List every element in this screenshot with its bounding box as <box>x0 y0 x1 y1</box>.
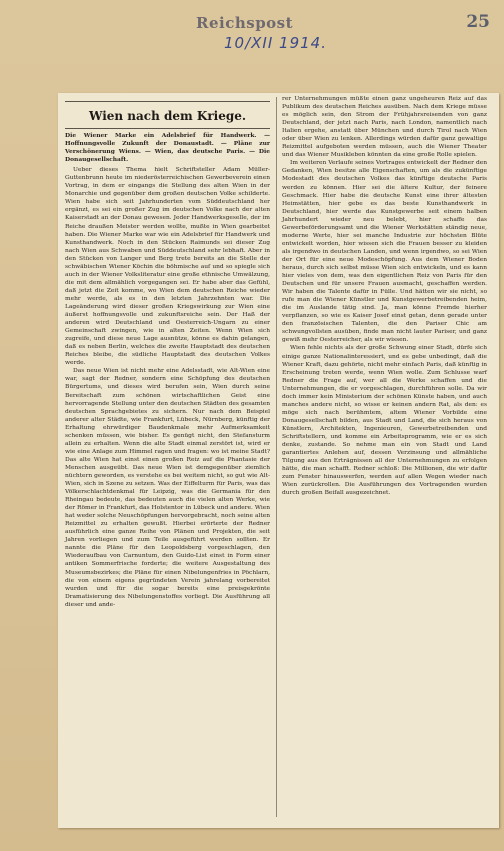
article-column-right <box>282 95 487 497</box>
article-paragraph: Im weiteren Verlaufe seines Vortrages entwickelt der Redner den Gedanken, Wien besitze alle Eigenschaften, um als die zukünftige Modestadt des deutschen Volkes das künftige deutsche Paris werden zu können. Hier sei die ältere Kultur, der feinere Geschmack. Hier habe die deutsche Kunst eine ihrer ältesten Heimstätten, hier gebe es das beste Kunsthandwerk in Deutschland, hier werde das Kunstgewerbe seit einem halben Jahrhundert wieder neu belebt, hier schaffe das Gewerbeförderungsamt und die Wiener Werkstätten ständig neue, moderne Werte, hier sei manche Industrie zur höchsten Blüte entwickelt worden, hier wissen sich die Frauen besser zu kleiden als irgendwo in deutschen Landen, und wenn irgendwo, so sei Wien der Ort für eine neue Modeschöpfung. Aus dem Wiener Boden heraus, durch sich selbst müsse Wien sich entwickeln, und es kann hier vieles von dem, was den eigentlichen Reiz von Paris für den Deutschen und für unsere Frauen ausmacht, geschaffen werden. Wir haben die Talente dafür in Fülle. Und hätten wir sie nicht, so rufe man die Wiener Künstler und Kunstgewerbetreibenden heim, die im Auslande tätig sind. Ja, man könne Fremde hierher verpflanzen, so wie es Kaiser Josef einst getan, denn gerade unter den französischen Talenten, die den Pariser Chic am schwungvollsten ausüben, finde man nicht lauter Pariser, und ganz gewiß mehr Oesterreicher, als wir wissen. <box>282 160 487 344</box>
headline-rule <box>65 128 270 129</box>
newspaper-name-stamp: Reichspost <box>196 14 294 32</box>
handwritten-date: 10/XII 1914. <box>224 34 327 52</box>
article-paragraph: Das neue Wien ist nicht mehr eine Adelsstadt, wie Alt-Wien eine war, sagt der Redner, sondern eine Schöpfung des deutschen Bürgertums, und dieses wird berufen sein, Wien durch seine Bereitschaft zum schönen wirtschaftlichen Geist eine hervorragende Stellung unter den deutschen Städten des gesamten deutschen Sprachgebietes zu sichern. Nur nach dem Beispiel anderer alter Städte, wie Frankfurt, Lübeck, Nürnberg, künftig der Erhaltung ehrwürdiger Baudenkmale mehr Aufmerksamkeit schenken müssen, wie bisher. Es genügt nicht, den Stefansturm allein zu erhalten. Wenn die alte Stadt einmal zerstört ist, wird er wie eine Anlage zum Himmel ragen und fragen: wo ist meine Stadt? Das alte Wien hat einst einen großen Reiz auf die Phantasie der Menschen ausgeübt. Das neue Wien ist demgegenüber ziemlich nüchtern geworden, es verstehe es bei weitem nicht, so gut wie Alt-Wien, sich in Szene zu setzen. Was der Eiffelturm für Paris, was das Völkerschlachtdenkmal für Leipzig, was die Germania für den Rheingau bedeute, das bedeuten auch die vielen alten Werke, wie der Römer in Frankfurt, das Holstentor in Lübeck und andere. Wien hat weder solche Neuschöpfungen hervorgebracht, noch seine alten Reizmittel zu erhalten gewußt. Hierbei erörterte der Redner ausführlich eine ganze Reihe von Plänen und Projekten, die seit Jahren vorliegen und zum Teile ausgeführt werden sollten. Er nannte die Pläne für den Leopoldsberg vorgeschlagen, den Wiederaufbau von Carnuntum, den Guido-List einst in Form einer antiken Sommerfrische forderte; die weitere Ausgestaltung des Museumsbezirkes; die Pläne für einen Nibelungenfries in Pöchlarn, die von einem eigens gegründeten Verein jahrelang vorbereitet wurden und für die sogar bereits eine preisgekrönte Dramatisierung des Nibelungenstoffes vorliegt. Die Ausführung all dieser und ande- <box>65 368 270 608</box>
article-lead: Die Wiener Marke ein Adelsbrief für Handwerk. — Hoffnungsvolle Zukunft der Donaustadt. — Pläne zur Verschönerung Wiens. — Wien, das deutsche Paris. — Die Donaugesellschaft. <box>65 132 270 164</box>
article-headline: Wien nach dem Kriege. <box>88 109 247 123</box>
article-paragraph: Ueber dieses Thema hielt Schriftsteller Adam Müller-Guttenbrunn heute im niederösterreichischen Gewerbeverein einen Vortrag, in dem er eingangs die Stellung des alten Wien in der Monarchie und gegenüber dem großen deutschen Volke schilderte. Wien habe sich seit Jahrhunderten vom Süddeutschland her ergänzt, es sei ein großer Zug im deutschen Volke nach der alten Kaiserstadt an der Donau gewesen. Jeder Handwerksgeselle, der im Reiche draußen Meister werden wollte, mußte in Wien gearbeitet haben. Die Wiener Marke war wie ein Adelsbrief für Handwerk und Kunsthandwerk. Noch in den Stücken Raimunds sei dieser Zug nach Wien aus Schwaben und Süddeutschland sehr lebhaft. Aber in den Stücken von Langer und Berg trete bereits an die Stelle der schwäbischen Wiener Köchin die böhmische auf und so spiegle sich auch in der Wiener Volksliteratur eine große ethnische Umwälzung, die mit dem allmählich vorgegangen sei. Er habe aber das Gefühl, daß jetzt die Zeit komme, wo Wien dem deutschen Reiche wieder mehr werde, als es in den letzten Jahrzehnten war. Die Lageänderung wird dieser großen Kriegswirkung zur Wien eine äußerst hoffnungsvolle und zukunftsreiche sein. Der Haß der anderen wird Deutschland und Oesterreich-Ungarn zu einer Gemeinschaft zwingen, wie in alten Zeiten. Wenn Wien sich zugreife, und diese neue Lage ausnütze, könne es dahin gelangen, daß es neben Berlin, welches die zweite Hauptstadt des deutschen Reiches bleibe, die südliche Hauptstadt des deutschen Volkes werde. <box>65 167 270 367</box>
newspaper-clipping <box>58 93 499 828</box>
top-rule <box>65 101 270 102</box>
article-paragraph: rer Unternehmungen müßte einen ganz ungeheuren Reiz auf das Publikum des deutschen Reiches ausüben. Nach dem Kriege müsse es möglich sein, den Strom der Frühjahrsreisenden von ganz Deutschland, der jetzt nach Paris, nach London, namentlich nach Italien ergehe, anstatt über München und durch Tirol nach Wien oder über Wien zu lenken. Allerdings würden dafür ganz gewaltige Reizmittel aufgeboten werden müssen, auch die Wiener Theater und das Wiener Musikleben könnten da eine große Rolle spielen. <box>282 96 487 159</box>
page-number: 25 <box>466 12 490 32</box>
column-divider <box>276 97 277 817</box>
article-column-left <box>65 99 270 609</box>
article-paragraph: Wien fehle nichts als der große Schwung einer Stadt, dürfe sich einige ganze Nationalinteressiert, und es gebe unbedingt, daß die Wiener Kraft, dazu gehörte, nicht mehr einfach Paris, daß künftig in Erscheinung treten werde, wenn Wien wolle. Zum Schlusse warf Redner die Frage auf, wer all die Werke schaffen und die Unternehmungen, die er vorgeschlagen, durchführen solle. Da wir doch immer kein Ministerium der schönen Künste haben, und auch manches andere nicht, so wisse er keinen andern Rat, als den: es möge sich nach berühmtem, altem Wiener Vorbilde eine Donaugesellschaft bilden, aus Stadt und Land, die sich heraus von Künstlern, Architekten, Ingenieuren, Gewerbetreibenden und Schriftstellern, und komme ein Arbeitsprogramm, wie er es sich denke, zustande. So nehme man ein von Stadt und Land garantiertes Anlehen auf, dessen Verzinsung und allmähliche Tilgung aus den Erträgnissen all der Unternehmungen zu erfolgen hätte, die man schafft. Redner schloß: Die Millionen, die wir dafür zum Fenster hinauswerfen, werden auf allen Wegen wieder nach Wien zurückrollen. Die Ausführungen des Vortragenden wurden durch großen Beifall ausgezeichnet. <box>282 345 487 497</box>
